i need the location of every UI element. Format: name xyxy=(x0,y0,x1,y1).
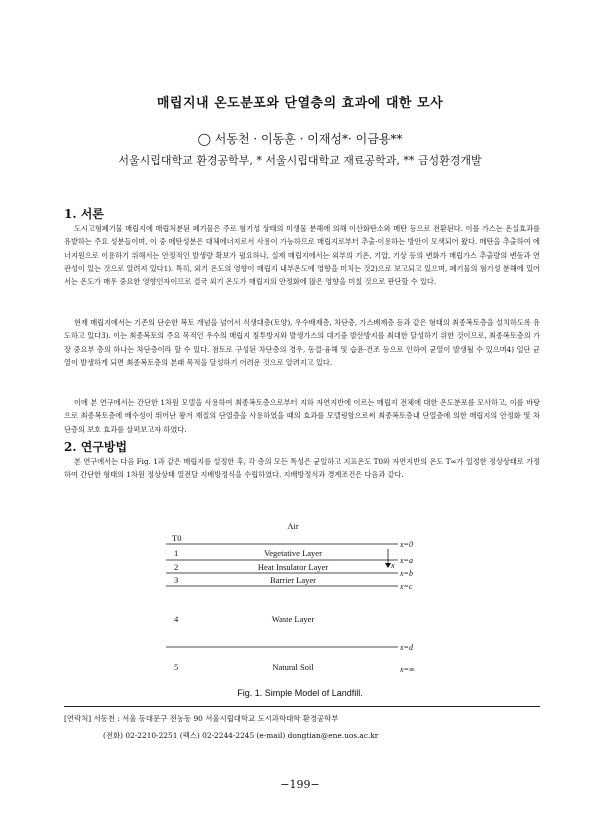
boundary-label-0: x=0 xyxy=(400,540,413,549)
boundary-label-a: x=a xyxy=(400,556,413,565)
boundary-label-d: x=d xyxy=(400,643,413,652)
affiliation: 서울시립대학교 환경공학부, * 서울시립대학교 재료공학과, ** 금성환경개발 xyxy=(118,154,482,167)
figure-caption: Fig. 1. Simple Model of Landfill. xyxy=(237,688,363,698)
layer-name-1: Vegetative Layer xyxy=(264,548,322,558)
section-1-heading: 1. 서론 xyxy=(64,207,104,221)
layer-name-2: Heat Insulator Layer xyxy=(257,562,329,572)
layer-num-1: 1 xyxy=(174,548,179,558)
boundary-label-b: x=b xyxy=(400,569,413,578)
landfill-model-figure xyxy=(166,519,420,684)
boundary-label-infinity: x=∞ xyxy=(400,665,415,674)
section-2-heading: 2. 연구방법 xyxy=(64,440,128,454)
section-2-paragraph-1: 본 연구에서는 다음 Fig. 1과 같은 매립지를 설정한 후, 각 층의 모든 특성은 균일하고 지표온도 T0와 자연지반의 온도 T∞가 일정한 정상상태로 가정하여 간단한 형태의 1차원 정상상태 열전달 지배방정식을 수립하였다. 지배방정식과 경계조건은 다음과 같다. xyxy=(64,457,540,480)
contact-address: [연락처] 서동천 : 서울 동대문구 전농동 90 서울시립대학교 도시과학대학 환경공학부 xyxy=(64,714,339,723)
footnote-divider xyxy=(64,706,540,707)
boundary-label-c: x=c xyxy=(400,582,413,591)
air-label: Air xyxy=(287,521,299,531)
section-1-paragraph-2: 현재 매립지에서는 기존의 단순한 복토 개념을 넘어서 식생대층(토양), 우수배제층, 차단층, 가스배제층 등과 같은 형태의 최종복토층을 설치하도록 유도하고 있다3). 이는 최종복토의 주요 목적인 우수의 매립지 침투방지와 발생가스의 대기중 발산방지를 최대한 달성하기 위한 것이므로, 최종복토층의 가장 중요부 층의 하나는 차단층이라 할 수 있다. 점토로 구성된 차단층의 경우, 동결·융해 및 습윤·건조 등으로 인하여 균열이 발생될 수 있으며4) 일단 균열이 발생하게 되면 최종복토층의 본래 목적을 달성하기 어려운 것으로 알려지고 있다. xyxy=(64,318,540,367)
t0-label: T0 xyxy=(172,533,182,543)
paper-title: 매립지내 온도분포와 단열층의 효과에 대한 모사 xyxy=(156,96,444,111)
contact-phone-email: (전화) 02-2210-2251 (팩스) 02-2244-2245 (e-mail) dongtian@ene.uos.ac.kr xyxy=(103,731,379,740)
layer-num-3: 3 xyxy=(174,575,179,585)
author-list: ◯ 서동천 · 이동훈 · 이재성*· 이금용** xyxy=(197,132,403,146)
layer-num-2: 2 xyxy=(174,562,179,572)
layer-num-5: 5 xyxy=(174,662,179,672)
section-1-paragraph-3: 이에 본 연구에서는 간단한 1차원 모델을 사용하여 최종복토층으로부터 지하 자연지반에 이르는 매립지 전체에 대한 온도분포를 모사하고, 이를 바탕으로 최종복토층에 배수성이 뛰어난 왕겨 재질의 단열층을 사용하였을 때의 효과를 모델링함으로써 최종복토층내 단열층에 의한 매립지의 안정화 및 차단층의 보호 효과를 살펴보고자 하였다. xyxy=(64,398,540,434)
layer-name-4: Waste Layer xyxy=(271,614,315,624)
layer-num-4: 4 xyxy=(174,614,179,624)
section-1-paragraph-1: 도시고형폐기물 매립지에 매립처분된 폐기물은 주로 혐기성 상태의 미생물 분해에 의해 이산화탄소와 메탄 등으로 전환된다. 이를 가스는 온실효과를 유발하는 주요 성분들이며, 이 중 메탄성분은 대체에너지로서 사용이 가능하므로 매립지로부터 추출·이용하는 방안이 모색되어 왔다. 메탄을 추출하여 에너지원으로 이용하기 위해서는 안정적인 발생량 확보가 필요하나, 실제 매립지에서는 외부의 기온, 기압, 기상 등의 변화가 매립가스 추출량의 변동과 연관성이 있는 것으로 알려져 있다1). 특히, 외기 온도의 영향이 매립지 내부온도에 영향을 미치는 것2)으로 보고되고 있으며, 폐기물의 혐기성 분해에 있어서는 온도가 매우 중요한 영향인자이므로 결국 외기 온도가 매립지의 안정화에 많은 영향을 미칠 것으로 판단할 수 있다. xyxy=(64,224,540,287)
page-number: −199− xyxy=(280,778,320,791)
x-axis-label: x xyxy=(391,561,395,570)
layer-name-5: Natural Soil xyxy=(272,662,314,672)
layer-name-3: Barrier Layer xyxy=(269,575,317,585)
